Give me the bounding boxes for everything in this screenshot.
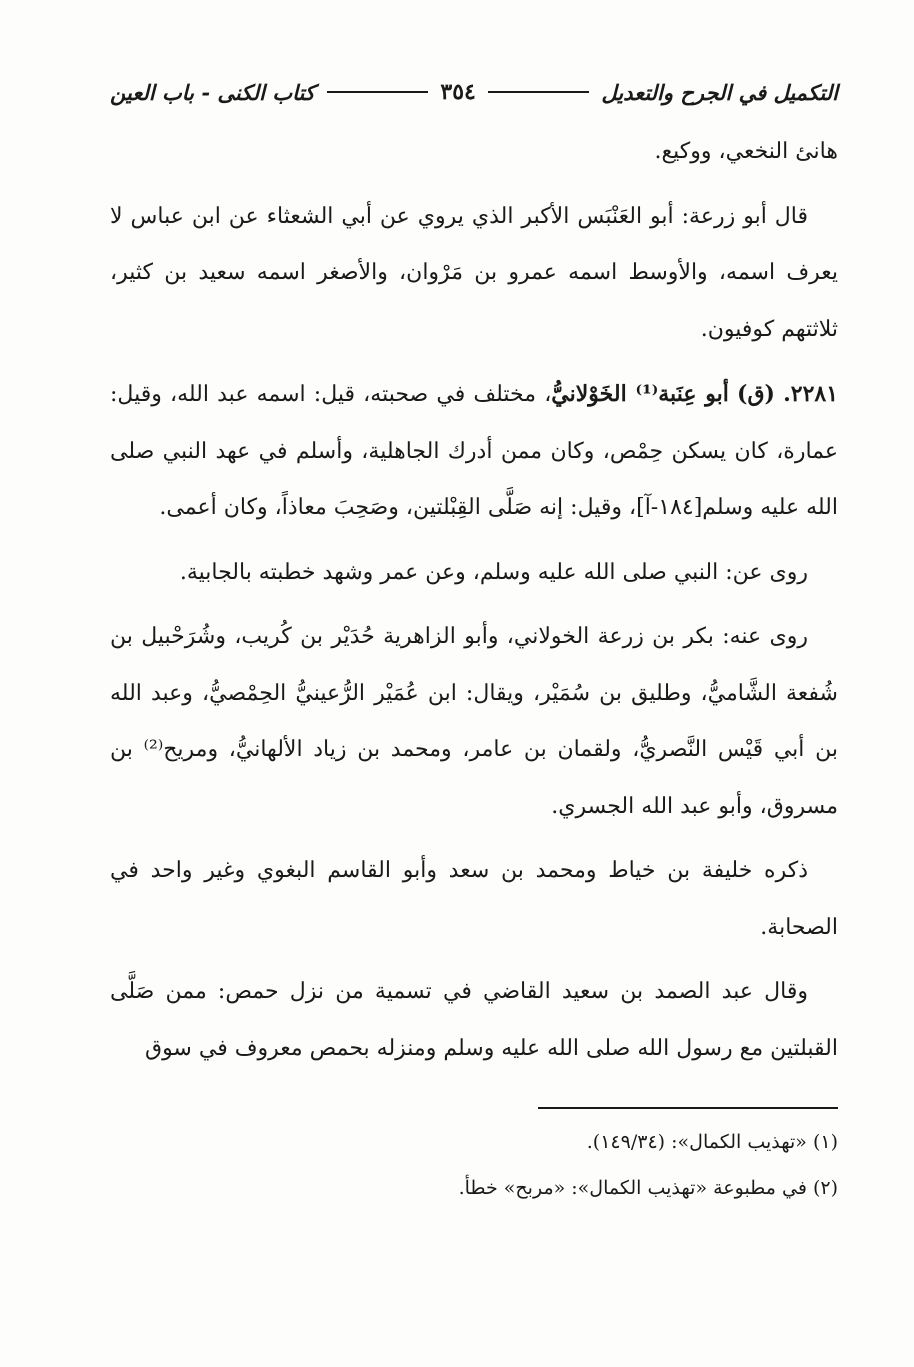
book-page — [110, 70, 838, 1211]
paragraph-continuation: هانئ النخعي، ووكيع. — [654, 139, 838, 164]
paragraph-mentioned-by: ذكره خليفة بن خياط ومحمد بن سعد وأبو القاسم البغوي وغير واحد في الصحابة. — [110, 858, 838, 940]
entry-marker: (ق) — [737, 381, 775, 407]
entry-2281 — [110, 366, 838, 537]
header-section: كتاب الكنى - باب العين — [110, 79, 315, 105]
paragraph-narrated-by: روى عنه: بكر بن زرعة الخولاني، وأبو الزاهرية حُدَيْر بن كُريب، وشُرَحْبيل بن شُفعة الشَّاميُّ، وطليق بن سُمَيْر، ويقال: ابن عُمَيْر الرُّعينيُّ الحِمْصيُّ، وعبد الله بن أبي قَيْس النَّصريُّ، ولقمان بن عامر، ومحمد بن زياد الألهانيُّ، ومريح⁽²⁾ بن مسروق، وأبو عبد الله الجسري. — [110, 624, 838, 819]
page-number: ٣٥٤ — [440, 79, 476, 105]
running-header — [110, 70, 838, 114]
paragraph-abu-zurah: قال أبو زرعة: أبو العَنْبَس الأكبر الذي يروي عن أبي الشعثاء عن ابن عباس لا يعرف اسمه، والأوسط اسمه عمرو بن مَرْوان، والأصغر اسمه سعيد بن كثير، ثلاثتهم كوفيون. — [110, 203, 839, 342]
paragraph-abd-al-samad: وقال عبد الصمد بن سعيد القاضي في تسمية من نزل حمص: ممن صَلَّى القبلتين مع رسول الله صلى الله عليه وسلم ومنزله بحمص معروف في سوق — [110, 979, 838, 1061]
footnote-separator — [538, 1107, 838, 1109]
entry-text: ، مختلف في صحبته، قيل: اسمه عبد الله، وقيل: عمارة، كان يسكن حِمْص، وكان ممن أدرك الجاهلية، وأسلم في عهد النبي صلى الله عليه وسلم[١٨٤-آ]، وقيل: إنه صَلَّى القِبْلتين، وصَحِبَ معاذاً، وكان أعمى. — [110, 382, 838, 520]
header-dash — [327, 91, 429, 93]
footnote-2: (٢) في مطبوعة «تهذيب الكمال»: «مربح» خطأ. — [458, 1177, 838, 1199]
header-dash — [488, 91, 590, 93]
footnote-1: (١) «تهذيب الكمال»: (١٤٩/٣٤). — [586, 1131, 838, 1153]
entry-number: ٢٢٨١. — [783, 381, 839, 407]
paragraph-narrated-from: روى عن: النبي صلى الله عليه وسلم، وعن عمر وشهد خطبته بالجابية. — [179, 559, 808, 585]
header-book-title: التكميل في الجرح والتعديل — [601, 79, 838, 105]
entry-name: أبو عِنَبة⁽¹⁾ الخَوْلانيُّ — [551, 381, 729, 407]
